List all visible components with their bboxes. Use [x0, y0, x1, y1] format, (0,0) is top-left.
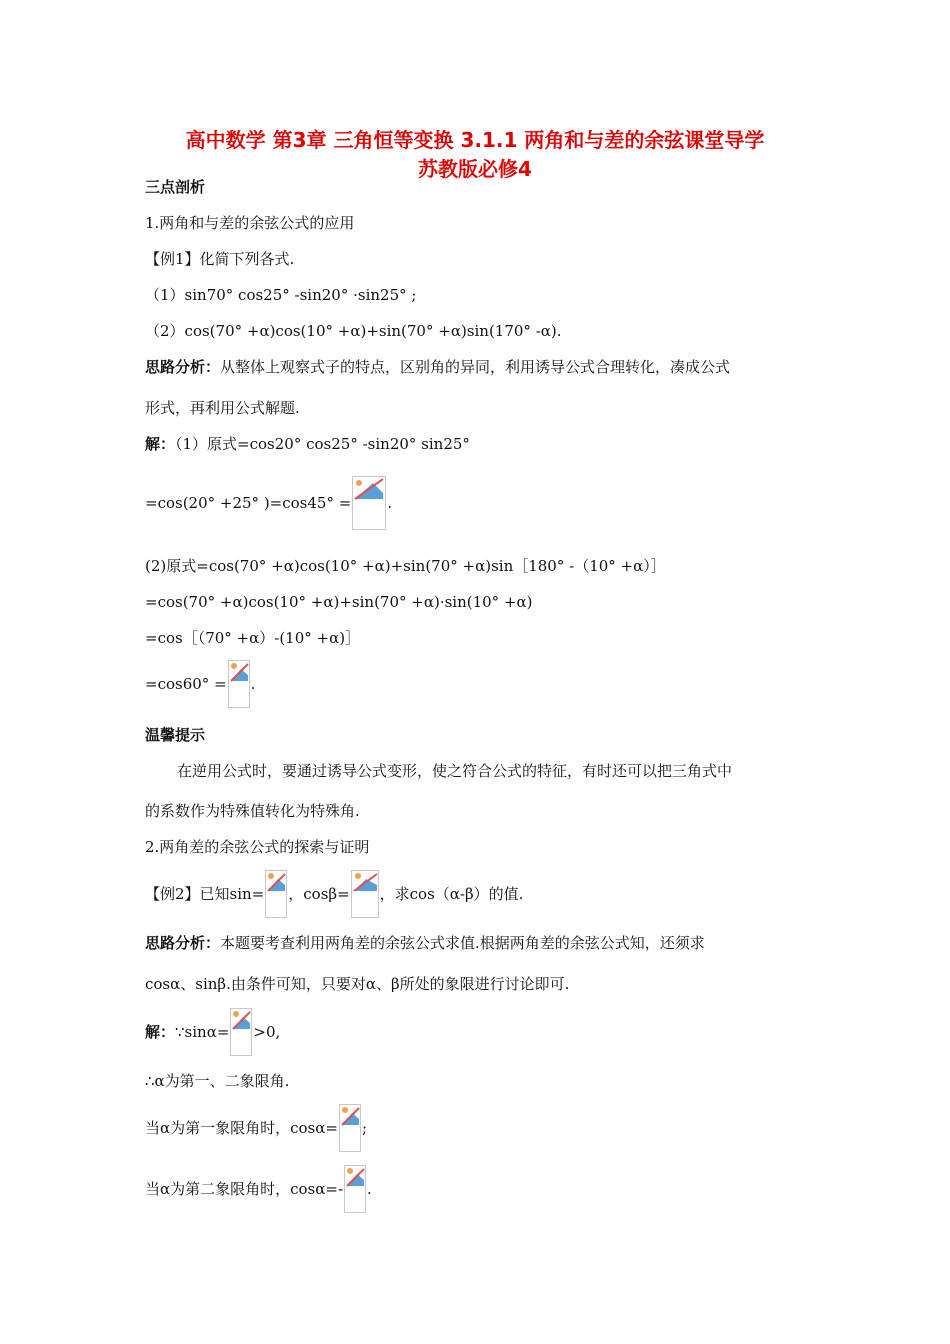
document-title-line2: 苏教版必修4 — [418, 157, 532, 181]
solution1-line1 — [145, 433, 470, 455]
tip-heading: 温馨提示 — [145, 726, 206, 744]
analysis1-line2: 形式，再利用公式解题. — [145, 399, 300, 417]
solution2-text3-end: ; — [361, 1119, 368, 1137]
example2-end: ，求cos（α-β）的值. — [379, 885, 524, 903]
example1-label: 【例1】化简下列各式. — [145, 250, 295, 268]
solution2-line2: ∴α为第一、二象限角. — [145, 1072, 290, 1090]
solution1-text6: =cos60° = — [145, 675, 227, 693]
solution1-text2: =cos(20° +25° )=cos45° = — [145, 494, 352, 512]
analysis2-text1: 本题要考查利用两角差的余弦公式求值.根据两角差的余弦公式知，还须求 — [220, 934, 705, 952]
example1-question1: （1）sin70° cos25° -sin20° ·sin25° ; — [145, 286, 417, 304]
solution1-line3: (2)原式=cos(70° +α)cos(10° +α)+sin(70° +α)sin［180° -（10° +α）］ — [145, 557, 666, 575]
formula-image — [352, 476, 386, 530]
formula-image — [228, 660, 250, 708]
solution2-line4 — [145, 1165, 372, 1213]
solution2-line3 — [145, 1104, 367, 1152]
solution1-text1: （1）原式=cos20° cos25° -sin20° sin25° — [175, 435, 470, 453]
example1-question2: （2）cos(70° +α)cos(10° +α)+sin(70° +α)sin(170° -α). — [145, 322, 562, 340]
item-heading-1: 1.两角和与差的余弦公式的应用 — [145, 214, 355, 232]
item-heading-2: 2.两角差的余弦公式的探索与证明 — [145, 838, 370, 856]
analysis1-label: 思路分析： — [145, 358, 221, 376]
solution1-line4: =cos(70° +α)cos(10° +α)+sin(70° +α)·sin(10° +α) — [145, 593, 533, 611]
analysis1-line1 — [145, 356, 730, 378]
analysis2-label: 思路分析： — [145, 934, 221, 952]
solution2-text1-end: >0, — [253, 1023, 281, 1041]
solution1-line2 — [145, 476, 392, 530]
solution2-label: 解： — [145, 1023, 176, 1041]
analysis2-line2: cosα、sinβ.由条件可知，只要对α、β所处的象限进行讨论即可. — [145, 975, 570, 993]
solution2-text3: 当α为第一象限角时，cosα= — [145, 1119, 338, 1137]
solution2-text4-end: . — [367, 1180, 372, 1198]
example2-label: 【例2】已知sin= — [145, 885, 265, 903]
analysis2-line1 — [145, 932, 705, 954]
solution1-text2-end: . — [387, 494, 393, 512]
section-heading: 三点剖析 — [145, 178, 206, 196]
example2-mid: ，cosβ= — [288, 885, 350, 903]
solution1-text6-end: . — [250, 675, 256, 693]
analysis1-text1: 从整体上观察式子的特点，区别角的异同，利用诱导公式合理转化，凑成公式 — [220, 358, 731, 376]
solution2-text1: ∵sinα= — [175, 1023, 230, 1041]
solution1-line5: =cos［（70° +α）-(10° +α)］ — [145, 629, 361, 647]
formula-image — [351, 870, 379, 918]
solution1-line6 — [145, 660, 255, 708]
formula-image — [339, 1104, 361, 1152]
formula-image — [230, 1008, 252, 1056]
tip-text1: 在逆用公式时，要通过诱导公式变形，使之符合公式的特征，有时还可以把三角式中 — [177, 762, 733, 780]
document-title-line1: 高中数学 第3章 三角恒等变换 3.1.1 两角和与差的余弦课堂导学 — [185, 128, 765, 152]
solution2-text4: 当α为第二象限角时，cosα=- — [145, 1180, 344, 1198]
formula-image — [265, 870, 287, 918]
solution2-line1 — [145, 1008, 280, 1056]
solution1-label: 解： — [145, 435, 176, 453]
tip-text2: 的系数作为特殊值转化为特殊角. — [145, 802, 360, 820]
example2-line — [145, 870, 523, 918]
formula-image — [344, 1165, 366, 1213]
